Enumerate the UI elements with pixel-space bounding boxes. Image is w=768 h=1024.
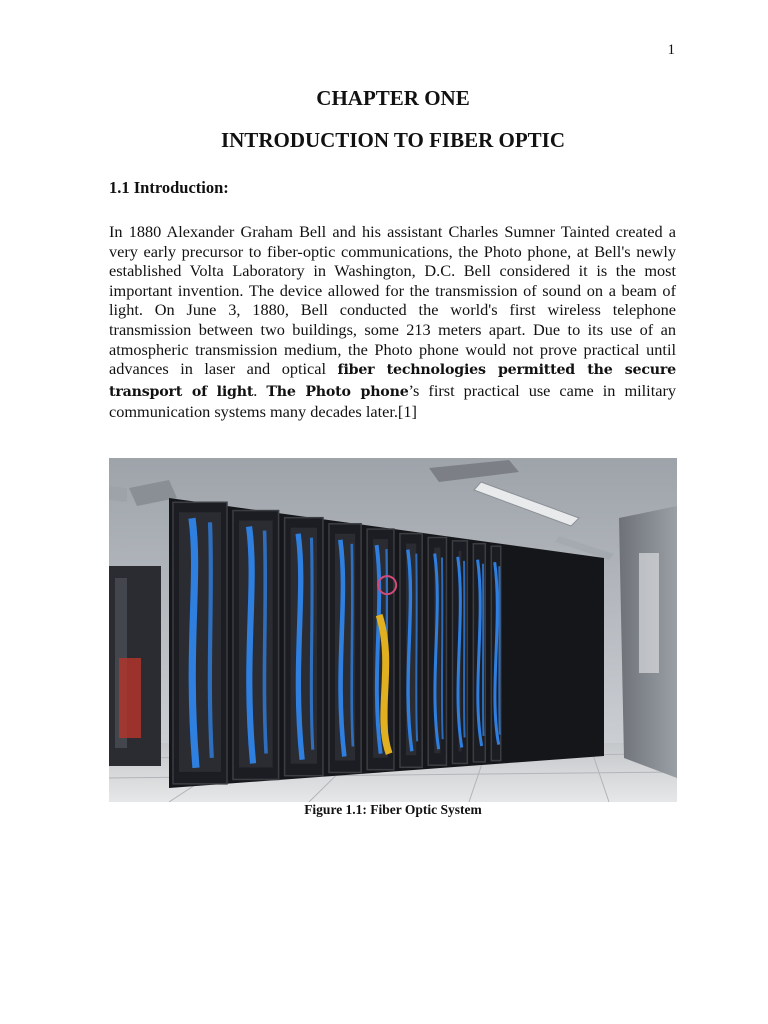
- paragraph-text-2: .: [253, 380, 267, 400]
- paragraph-emphasis-1: fiber technologies permitted the secure transport of light: [109, 362, 676, 400]
- chapter-subtitle: INTRODUCTION TO FIBER OPTIC: [220, 128, 566, 152]
- body-paragraph: [109, 222, 676, 422]
- paragraph-emphasis-2: The Photo phone: [266, 383, 409, 400]
- figure-caption: Figure 1.1: Fiber Optic System: [304, 802, 482, 817]
- paragraph-text-1: In 1880 Alexander Graham Bell and his assistant Charles Sumner Tainted created a very early precursor to fiber-optic communications, the Photo phone, at Bell's newly established Volta Laboratory in Washington, D.C. Bell considered it is the most important invention. The device allowed for the transmission of sound on a beam of light. On June 3, 1880, Bell conducted the world's first wireless telephone transmission between two buildings, some 213 meters apart. Due to its use of an atmospheric transmission medium, the Photo phone would not prove practical until advances in laser and optical: [109, 222, 676, 379]
- figure-image: [109, 458, 677, 802]
- server-room-illustration: [109, 458, 677, 802]
- section-heading: 1.1 Introduction:: [109, 178, 229, 197]
- paragraph-text-3: ’s first practical use came in military communication systems many decades later.[1]: [109, 380, 677, 422]
- page-number: 1: [667, 42, 675, 58]
- chapter-title: CHAPTER ONE: [316, 86, 470, 110]
